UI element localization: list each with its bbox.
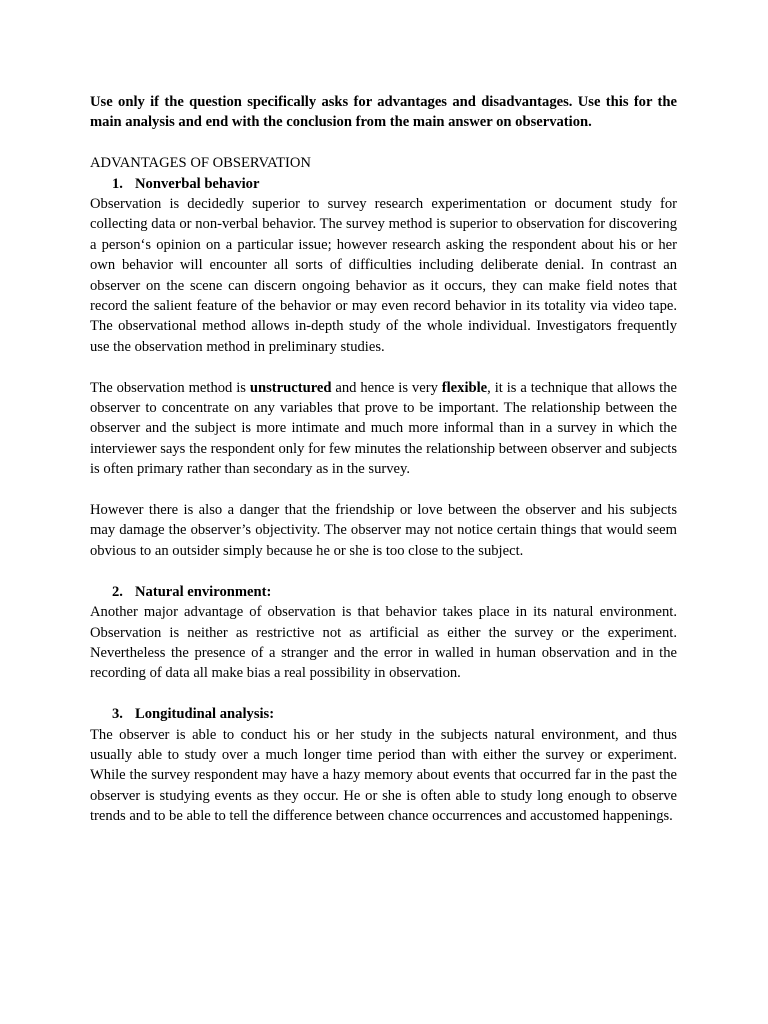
list-number: 1. — [112, 175, 123, 192]
list-number: 3. — [112, 706, 123, 723]
intro-note: Use only if the question specifically asks for advantages and disadvantages. Use this for the main analysis and end with the conclusion from the main answer on observation. — [90, 94, 677, 131]
list-title: Longitudinal analysis: — [135, 706, 275, 723]
spacer — [90, 480, 677, 500]
list-title: Natural environment: — [135, 583, 272, 600]
list-item-heading-1 — [90, 174, 677, 194]
list-number: 2. — [112, 583, 123, 600]
body-paragraph: The observer is able to conduct his or her study in the subjects natural environment, and thus usually able to study over a much longer time period than with either the survey or experiment. While the survey respondent may have a hazy memory about events that occurred far in the past the observer is studying events as they occur. He or she is often able to study long enough to observe trends and to be able to tell the difference between chance occurrences and accustomed happenings. — [90, 726, 677, 825]
document-page — [90, 92, 677, 827]
section-heading: ADVANTAGES OF OBSERVATION — [90, 155, 311, 172]
spacer — [90, 561, 677, 581]
text-run: , it is a technique that allows the observer to concentrate on any variables that prove to be important. The relationship between the observer and the subject is more intimate and much more informal than in a survey in which the interviewer says the respondent only for few minutes the relationship between observer and subjects is often primary rather than secondary as in the survey. — [90, 379, 677, 478]
body-paragraph — [90, 378, 677, 480]
body-paragraph: However there is also a danger that the friendship or love between the observer and his subjects may damage the observer’s objectivity. The observer may not notice certain things that would seem obvious to an outsider simply because he or she is too close to the subject. — [90, 502, 677, 559]
bold-term: flexible — [441, 379, 488, 396]
list-item-heading-3 — [90, 704, 677, 724]
spacer — [90, 684, 677, 704]
list-item-heading-2 — [90, 582, 677, 602]
text-run: The observation method is — [90, 379, 250, 396]
list-title: Nonverbal behavior — [135, 175, 260, 192]
body-paragraph: Another major advantage of observation is that behavior takes place in its natural environment. Observation is neither as restrictive not as artificial as either the survey or the experiment. Nevertheless the presence of a stranger and the error in walled in human observation and in the recording of data all make bias a real possibility in observation. — [90, 604, 677, 682]
spacer — [90, 133, 677, 153]
text-run: and hence is very — [331, 379, 442, 396]
body-paragraph: Observation is decidedly superior to survey research experimentation or document study for collecting data or non-verbal behavior. The survey method is superior to observation for discovering a person‘s opinion on a particular issue; however research asking the respondent about his or her own behavior will encounter all sorts of difficulties including deliberate denial. In contrast an observer on the scene can discern ongoing behavior as it occurs, they can make field notes that record the salient feature of the behavior or may even record behavior in its totality via video tape. The observational method allows in-depth study of the whole individual. Investigators frequently use the observation method in preliminary studies. — [90, 196, 677, 355]
spacer — [90, 357, 677, 377]
bold-term: unstructured — [249, 379, 332, 396]
